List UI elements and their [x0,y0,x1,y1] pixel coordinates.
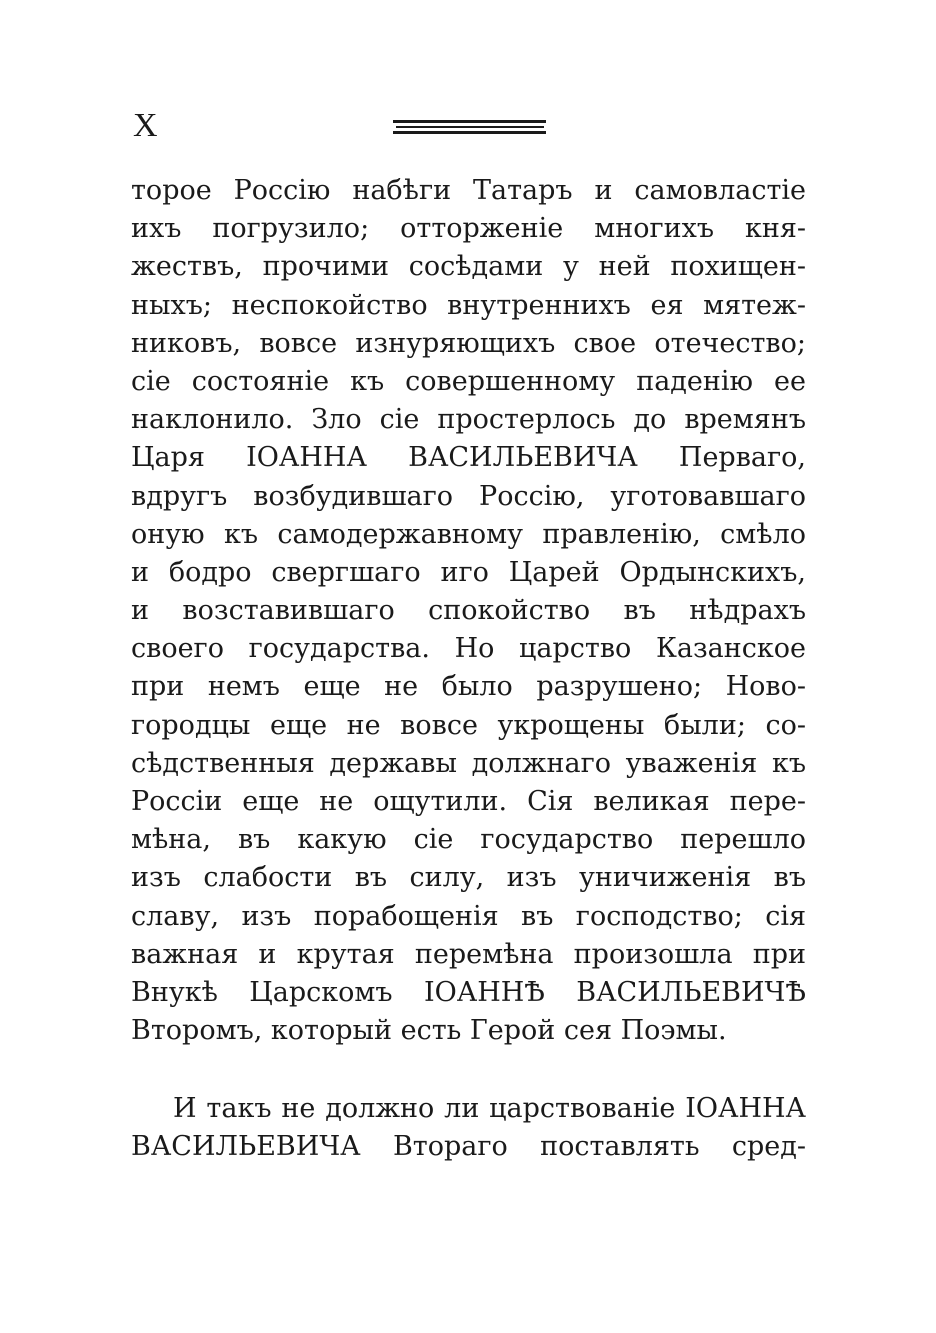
text-line: изъ слабости въ силу, изъ уничиженія въ [131,862,806,894]
text-line: вдругъ возбудившаго Россію, уготовавшаго [131,480,806,512]
paragraph-1 [131,172,806,1050]
text-line: Второмъ, который есть Герой сея Поэмы. [131,1015,727,1047]
text-line: ихъ погрузило; отторженіе многихъ кня- [131,213,806,245]
header-ornament-rule [393,120,546,123]
text-line: и бодро свергшаго иго Царей Ордынскихъ, [131,556,806,588]
text-line: ныхъ; неспокойство внутреннихъ ея мятеж- [131,289,806,321]
text-line: никовъ, вовсе изнуряющихъ свое отечество; [131,327,806,359]
text-line: сѣдственныя державы должнаго уваженія къ [131,747,806,779]
text-line: жествъ, прочими сосѣдами у ней похищен- [131,251,806,283]
text-line: своего государства. Но царство Казанское [131,633,806,665]
paragraph-2 [131,1090,806,1166]
text-line: мѣна, въ какую сіе государство перешло [131,824,806,856]
text-line: городцы еще не вовсе укрощены были; со- [131,709,806,741]
text-line: торое Россію набѣги Татаръ и самовластіе [131,175,806,206]
text-line: оную къ самодержавному правленію, смѣло [131,518,806,550]
text-line: важная и крутая перемѣна произошла при [131,938,806,970]
text-line: при немъ еще не было разрушено; Ново- [131,671,806,703]
header-ornament-rule [393,131,546,134]
text-line: Царя ІОАННА ВАСИЛЬЕВИЧА Перваго, [131,442,806,474]
text-line: славу, изъ порабощенія въ господство; сія [131,900,806,932]
text-line: Внукѣ Царскомъ ІОАННѢ ВАСИЛЬЕВИЧѢ [131,976,806,1008]
header-ornament-rule [396,126,544,128]
text-line: наклонило. Зло сіе простерлось до времянъ [131,404,806,436]
text-line: и возставившаго спокойство въ нѣдрахъ [131,595,806,627]
text-line: сіе состояніе къ совершенному паденію ее [131,365,806,397]
text-line: ВАСИЛЬЕВИЧА Втораго поставлять сред- [131,1131,806,1163]
text-line: Россіи еще не ощутили. Сія великая пере- [131,786,806,817]
page-number: X [133,107,158,144]
text-line: И такъ не должно ли царствованіе ІОАННА [173,1093,806,1124]
